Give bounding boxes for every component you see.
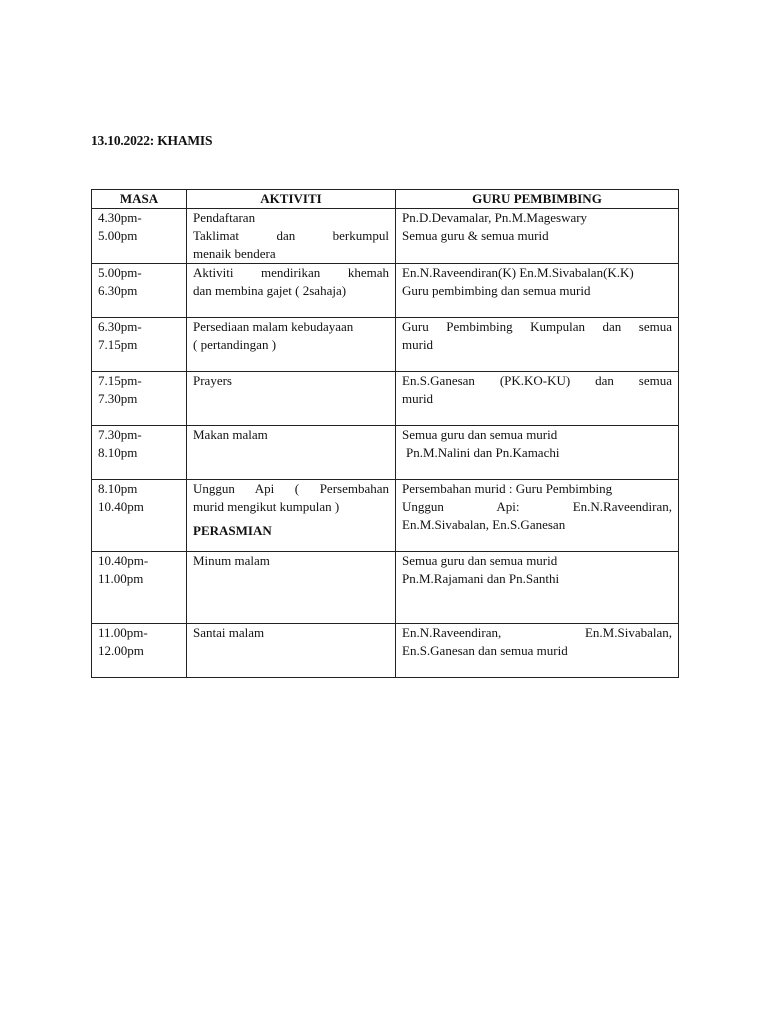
guru-line: En.N.Raveendiran, En.M.Sivabalan, [402,625,672,640]
masa-cell [92,552,187,624]
aktiviti-cell [187,318,396,372]
aktiviti-cell [187,209,396,264]
guru-line: Pn.M.Rajamani dan Pn.Santhi [402,571,560,586]
aktiviti-cell [187,372,396,426]
masa-end: 5.00pm [98,228,138,243]
aktiviti-cell [187,480,396,552]
guru-cell [396,552,679,624]
guru-cell [396,318,679,372]
guru-line: murid [402,337,434,352]
masa-end: 11.00pm [98,571,144,586]
guru-cell [396,480,679,552]
masa-end: 12.00pm [98,643,144,658]
aktiviti-line: Aktiviti mendirikan khemah [193,265,389,280]
masa-start: 8.10pm [98,481,138,496]
guru-line: Semua guru dan semua murid [402,553,558,568]
guru-line: Persembahan murid : Guru Pembimbing [402,481,613,496]
masa-start: 4.30pm- [98,210,142,225]
table-row [92,624,679,678]
column-header-guru-pembimbing: GURU PEMBIMBING [396,190,679,209]
guru-cell [396,426,679,480]
guru-line: Semua guru & semua murid [402,228,549,243]
table-row [92,372,679,426]
masa-end: 6.30pm [98,283,138,298]
masa-end: 8.10pm [98,445,138,460]
table-row [92,480,679,552]
guru-line: En.M.Sivabalan, En.S.Ganesan [402,517,566,532]
table-row [92,426,679,480]
perasmian-label: PERASMIAN [193,523,272,538]
aktiviti-line: Unggun Api ( Persembahan [193,481,389,496]
aktiviti-line: murid mengikut kumpulan ) [193,499,340,514]
masa-cell [92,209,187,264]
masa-start: 5.00pm- [98,265,142,280]
aktiviti-line: Minum malam [193,553,270,568]
table-row [92,264,679,318]
column-header-aktiviti: AKTIVITI [187,190,396,209]
aktiviti-line: Prayers [193,373,232,388]
masa-cell [92,264,187,318]
guru-line: En.S.Ganesan (PK.KO-KU) dan semua [402,373,672,388]
masa-start: 7.30pm- [98,427,142,442]
aktiviti-line: Taklimat dan berkumpul [193,228,389,243]
guru-line: En.S.Ganesan dan semua murid [402,643,568,658]
aktiviti-cell [187,264,396,318]
masa-cell [92,372,187,426]
schedule-table [91,189,679,678]
column-header-masa: MASA [92,190,187,209]
guru-cell [396,264,679,318]
masa-end: 7.15pm [98,337,138,352]
table-row [92,209,679,264]
aktiviti-line: Santai malam [193,625,265,640]
table-row [92,552,679,624]
aktiviti-cell [187,552,396,624]
masa-cell [92,426,187,480]
masa-cell [92,624,187,678]
guru-line: Pn.D.Devamalar, Pn.M.Mageswary [402,210,588,225]
guru-cell [396,372,679,426]
guru-line: murid [402,391,434,406]
aktiviti-line: ( pertandingan ) [193,337,277,352]
masa-start: 7.15pm- [98,373,142,388]
aktiviti-cell [187,426,396,480]
aktiviti-line: Makan malam [193,427,268,442]
masa-cell [92,480,187,552]
masa-end: 10.40pm [98,499,144,514]
guru-cell [396,209,679,264]
masa-start: 11.00pm- [98,625,148,640]
guru-line: Unggun Api: En.N.Raveendiran, [402,499,672,514]
aktiviti-line: Persediaan malam kebudayaan [193,319,354,334]
aktiviti-line: Pendaftaran [193,210,256,225]
guru-line: Pn.M.Nalini dan Pn.Kamachi [406,445,560,460]
masa-start: 6.30pm- [98,319,142,334]
guru-line: Semua guru dan semua murid [402,427,558,442]
masa-end: 7.30pm [98,391,138,406]
table-row [92,318,679,372]
aktiviti-line: menaik bendera [193,246,276,261]
aktiviti-cell [187,624,396,678]
guru-line: En.N.Raveendiran(K) En.M.Sivabalan(K.K) [402,265,634,280]
aktiviti-line: dan membina gajet ( 2sahaja) [193,283,347,298]
masa-start: 10.40pm- [98,553,149,568]
page-heading: 13.10.2022: KHAMIS [91,133,213,148]
guru-line: Guru Pembimbing Kumpulan dan semua [402,319,672,334]
table-header-row [92,190,679,209]
guru-cell [396,624,679,678]
masa-cell [92,318,187,372]
guru-line: Guru pembimbing dan semua murid [402,283,591,298]
